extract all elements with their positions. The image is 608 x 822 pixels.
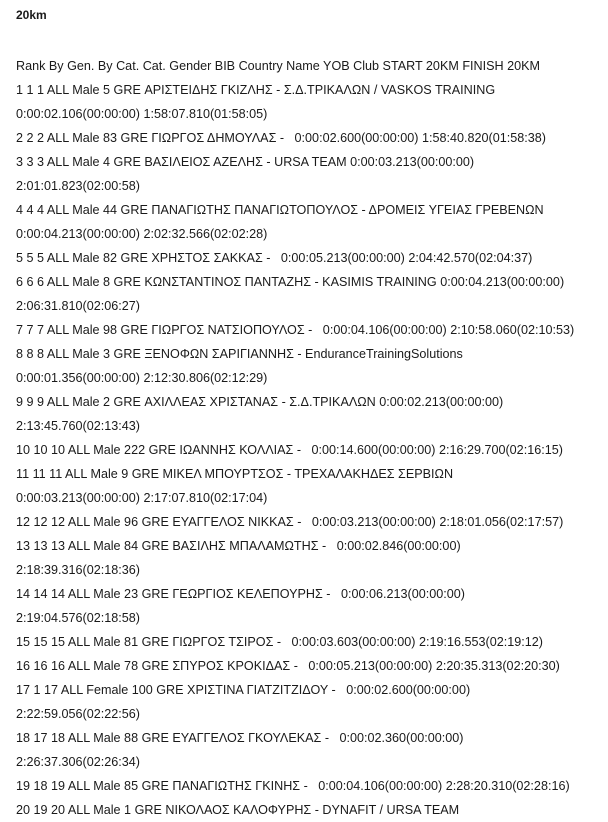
- result-line: 1 1 1 ALL Male 5 GRE ΑΡΙΣΤΕΙΔΗΣ ΓΚΙΖΛΗΣ - Σ.Δ.ΤΡΙΚΑΛΩΝ / VASKOS TRAINING: [16, 83, 496, 97]
- result-line: 2:26:37.306(02:26:34): [16, 755, 140, 769]
- result-line: 2:13:45.760(02:13:43): [16, 419, 140, 433]
- result-line: 17 1 17 ALL Female 100 GRE ΧΡΙΣΤΙΝΑ ΓΙΑΤΖΙΤΖΙΔΟΥ - 0:00:02.600(00:00:00): [16, 683, 471, 697]
- result-line: 7 7 7 ALL Male 98 GRE ΓΙΩΡΓΟΣ ΝΑΤΣΙΟΠΟΥΛΟΣ - 0:00:04.106(00:00:00) 2:10:58.060(02:10:53): [16, 323, 575, 337]
- result-line: 18 17 18 ALL Male 88 GRE ΕΥΑΓΓΕΛΟΣ ΓΚΟΥΛΕΚΑΣ - 0:00:02.360(00:00:00): [16, 731, 464, 745]
- result-line: 5 5 5 ALL Male 82 GRE ΧΡΗΣΤΟΣ ΣΑΚΚΑΣ - 0:00:05.213(00:00:00) 2:04:42.570(02:04:37): [16, 251, 533, 265]
- result-line: 6 6 6 ALL Male 8 GRE ΚΩΝΣΤΑΝΤΙΝΟΣ ΠΑΝΤΑΖΗΣ - KASIMIS TRAINING 0:00:04.213(00:00:00): [16, 275, 565, 289]
- results-list: [16, 54, 602, 822]
- result-line: 2:06:31.810(02:06:27): [16, 299, 140, 313]
- result-line: 19 18 19 ALL Male 85 GRE ΠΑΝΑΓΙΩΤΗΣ ΓΚΙΝΗΣ - 0:00:04.106(00:00:00) 2:28:20.310(02:28:16): [16, 779, 570, 793]
- result-line: 12 12 12 ALL Male 96 GRE ΕΥΑΓΓΕΛΟΣ ΝΙΚΚΑΣ - 0:00:03.213(00:00:00) 2:18:01.056(02:17:57): [16, 515, 564, 529]
- result-line: 11 11 11 ALL Male 9 GRE ΜΙΚΕΛ ΜΠΟΥΡΤΣΟΣ - ΤΡΕΧΑΛΑΚΗΔΕΣ ΣΕΡΒΙΩΝ: [16, 467, 454, 481]
- result-line: 0:00:03.213(00:00:00) 2:17:07.810(02:17:04): [16, 491, 268, 505]
- result-line: 8 8 8 ALL Male 3 GRE ΞΕΝΟΦΩΝ ΣΑΡΙΓΙΑΝΝΗΣ - EnduranceTrainingSolutions: [16, 347, 463, 361]
- result-line: 4 4 4 ALL Male 44 GRE ΠΑΝΑΓΙΩΤΗΣ ΠΑΝΑΓΙΩΤΟΠΟΥΛΟΣ - ΔΡΟΜΕΙΣ ΥΓΕΙΑΣ ΓΡΕΒΕΝΩΝ: [16, 203, 544, 217]
- result-line: 0:00:02.106(00:00:00) 1:58:07.810(01:58:05): [16, 107, 268, 121]
- result-line: 20 19 20 ALL Male 1 GRE ΝΙΚΟΛΑΟΣ ΚΑΛΟΦΥΡΗΣ - DYNAFIT / URSA TEAM: [16, 803, 460, 817]
- result-line: 9 9 9 ALL Male 2 GRE ΑΧΙΛΛΕΑΣ ΧΡΙΣΤΑΝΑΣ - Σ.Δ.ΤΡΙΚΑΛΩΝ 0:00:02.213(00:00:00): [16, 395, 504, 409]
- result-line: 2:18:39.316(02:18:36): [16, 563, 140, 577]
- page-title: 20km: [16, 8, 47, 22]
- result-line: 15 15 15 ALL Male 81 GRE ΓΙΩΡΓΟΣ ΤΣΙΡΟΣ - 0:00:03.603(00:00:00) 2:19:16.553(02:19:12): [16, 635, 543, 649]
- result-line: 3 3 3 ALL Male 4 GRE ΒΑΣΙΛΕΙΟΣ ΑΖΕΛΗΣ - URSA TEAM 0:00:03.213(00:00:00): [16, 155, 475, 169]
- result-line: 2:01:01.823(02:00:58): [16, 179, 140, 193]
- column-header: Rank By Gen. By Cat. Cat. Gender BIB Country Name YOB Club START 20KM FINISH 20KM: [16, 59, 541, 73]
- result-line: 2:19:04.576(02:18:58): [16, 611, 140, 625]
- result-line: 13 13 13 ALL Male 84 GRE ΒΑΣΙΛΗΣ ΜΠΑΛΑΜΩΤΗΣ - 0:00:02.846(00:00:00): [16, 539, 461, 553]
- result-line: 10 10 10 ALL Male 222 GRE ΙΩΑΝΝΗΣ ΚΟΛΛΙΑΣ - 0:00:14.600(00:00:00) 2:16:29.700(02:16:15): [16, 443, 563, 457]
- result-line: 16 16 16 ALL Male 78 GRE ΣΠΥΡΟΣ ΚΡΟΚΙΔΑΣ - 0:00:05.213(00:00:00) 2:20:35.313(02:20:30): [16, 659, 560, 673]
- result-line: 2:22:59.056(02:22:56): [16, 707, 140, 721]
- result-line: 2 2 2 ALL Male 83 GRE ΓΙΩΡΓΟΣ ΔΗΜΟΥΛΑΣ - 0:00:02.600(00:00:00) 1:58:40.820(01:58:38): [16, 131, 546, 145]
- result-line: 0:00:04.213(00:00:00) 2:02:32.566(02:02:28): [16, 227, 268, 241]
- result-line: 14 14 14 ALL Male 23 GRE ΓΕΩΡΓΙΟΣ ΚΕΛΕΠΟΥΡΗΣ - 0:00:06.213(00:00:00): [16, 587, 465, 601]
- result-line: 0:00:01.356(00:00:00) 2:12:30.806(02:12:29): [16, 371, 268, 385]
